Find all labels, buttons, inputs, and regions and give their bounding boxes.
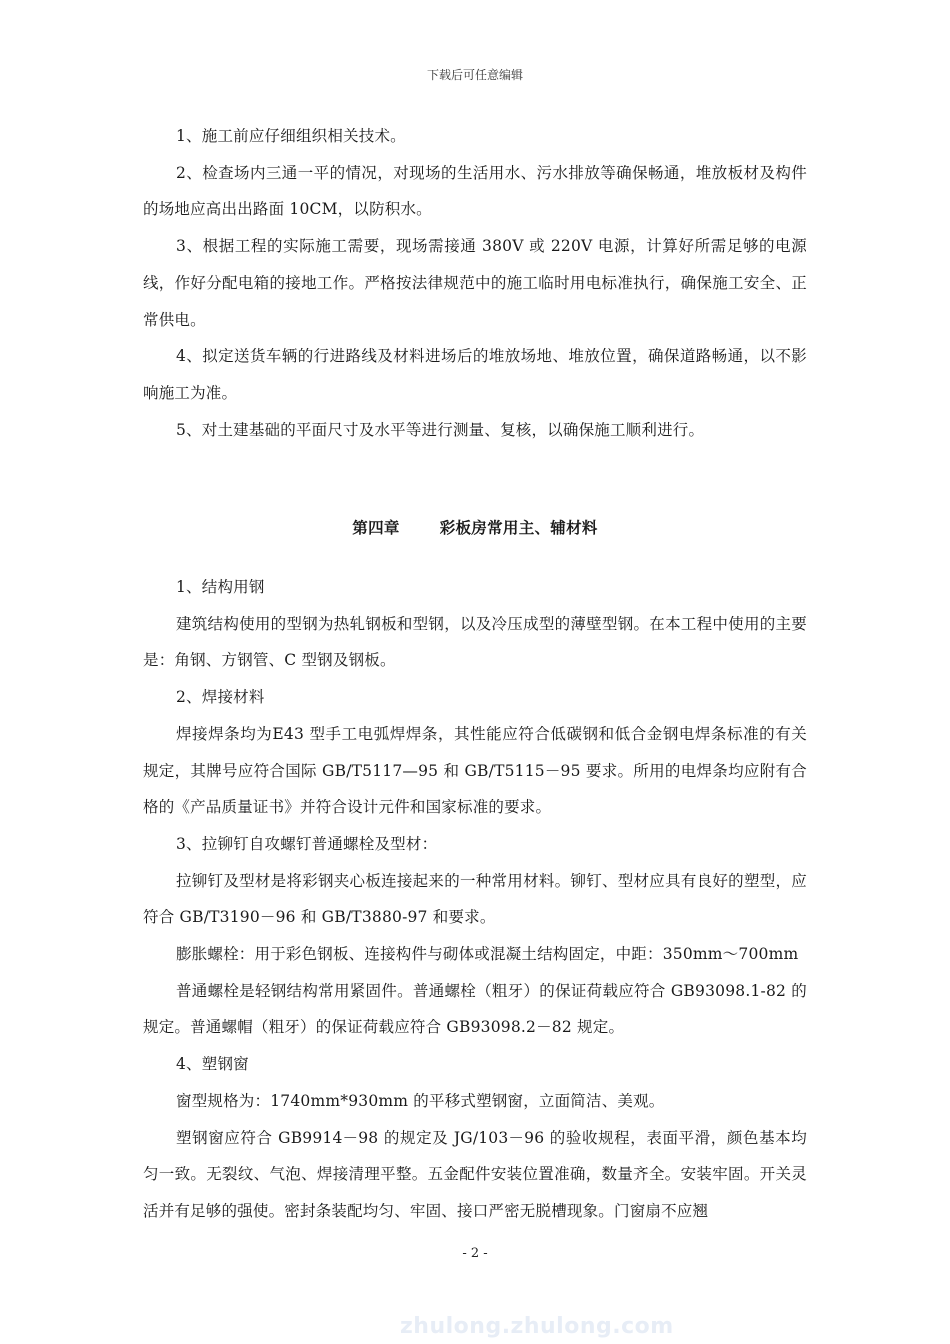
paragraph: 3、根据工程的实际施工需要，现场需接通 380V 或 220V 电源，计算好所需足够的电源线，作好分配电箱的接地工作。严格按法律规范中的施工临时用电标准执行，确保施工安全、正常供电。	[143, 237, 807, 329]
watermark: zhulong.zhulong.com	[400, 1314, 674, 1339]
paragraph: 焊接焊条均为E43 型手工电弧焊焊条，其性能应符合低碳钢和低合金钢电焊条标准的有关规定，其牌号应符合国际 GB/T5117—95 和 GB/T5115－95 要求。所用的电焊条均应附有合格的《产品质量证书》并符合设计元件和国家标准的要求。	[143, 724, 807, 817]
paragraph: 塑钢窗应符合 GB9914－98 的规定及 JG/103－96 的验收规程，表面平滑，颜色基本均匀一致。无裂纹、气泡、焊接清理平整。五金配件安装位置准确，数量齐全。安装牢固。开关灵活并有足够的强使。密封条装配均匀、牢固、接口严密无脱槽现象。门窗扇不应翘	[143, 1128, 807, 1220]
paragraph: 窗型规格为：1740mm*930mm 的平移式塑钢窗，立面简洁、美观。	[176, 1091, 665, 1110]
page-header: 下载后可任意编辑	[426, 68, 523, 82]
paragraph: 建筑结构使用的型钢为热轧钢板和型钢，以及冷压成型的薄壁型钢。在本工程中使用的主要是：角钢、方钢管、C 型钢及钢板。	[143, 614, 807, 670]
section-heading: 2、焊接材料	[176, 688, 265, 707]
paragraph: 普通螺栓是轻钢结构常用紧固件。普通螺栓（粗牙）的保证荷载应符合 GB93098.1-82 的规定。普通螺帽（粗牙）的保证荷载应符合 GB93098.2－82 规定。	[143, 981, 807, 1037]
chapter-number: 第四章	[352, 518, 400, 538]
section-heading: 3、拉铆钉自攻螺钉普通螺栓及型材：	[176, 834, 438, 853]
page-number: - 2 -	[462, 1246, 488, 1261]
document-body	[143, 118, 807, 1230]
paragraph: 5、对土建基础的平面尺寸及水平等进行测量、复核，以确保施工顺利进行。	[176, 420, 705, 439]
section-heading: 1、结构用钢	[176, 578, 265, 597]
paragraph: 2、检查场内三通一平的情况，对现场的生活用水、污水排放等确保畅通，堆放板材及构件的场地应高出出路面 10CM，以防积水。	[143, 163, 807, 219]
paragraph: 4、拟定送货车辆的行进路线及材料进场后的堆放场地、堆放位置，确保道路畅通，以不影响施工为准。	[143, 347, 807, 402]
chapter-heading	[143, 510, 807, 547]
chapter-title: 彩板房常用主、辅材料	[439, 518, 598, 538]
paragraph: 膨胀螺栓：用于彩色钢板、连接构件与砌体或混凝土结构固定，中距：350mm～700mm	[176, 945, 799, 964]
paragraph: 拉铆钉及型材是将彩钢夹心板连接起来的一种常用材料。铆钉、型材应具有良好的塑型，应符合 GB/T3190－96 和 GB/T3880-97 和要求。	[143, 871, 807, 927]
section-heading: 4、塑钢窗	[176, 1055, 249, 1074]
paragraph: 1、施工前应仔细组织相关技术。	[176, 127, 406, 145]
